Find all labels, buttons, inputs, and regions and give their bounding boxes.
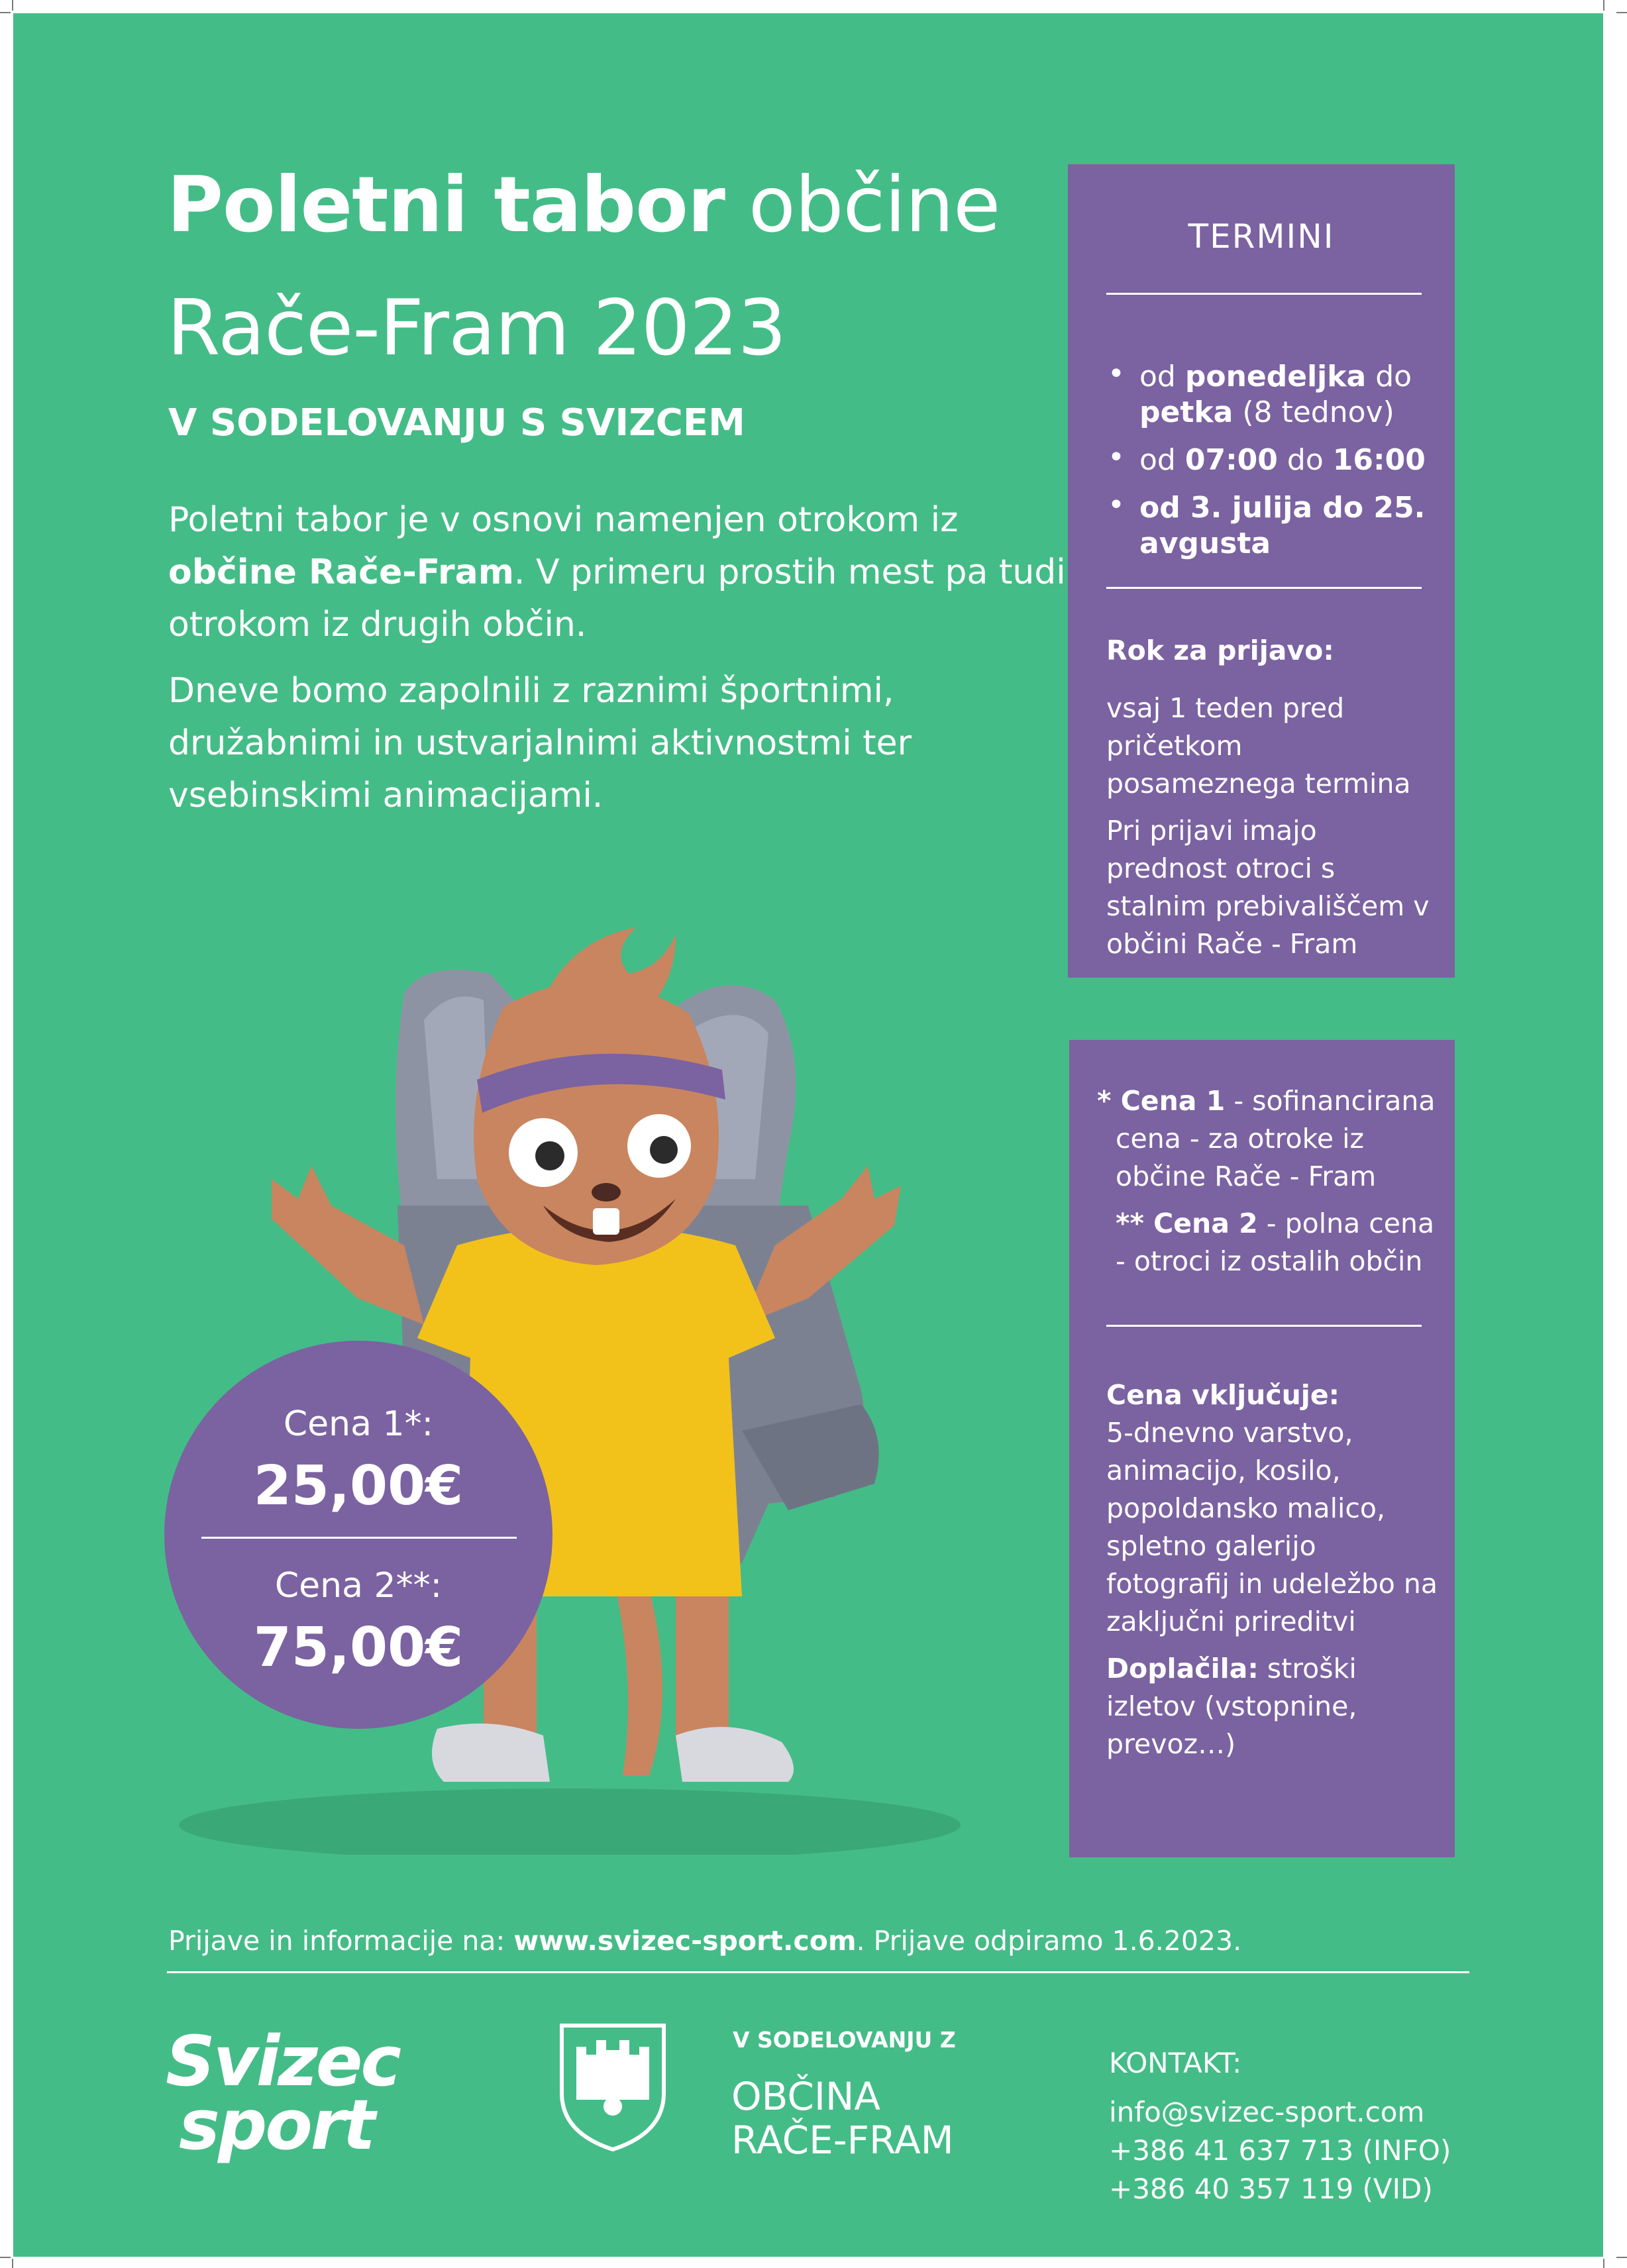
termini-heading: TERMINI [1188, 217, 1335, 256]
crop-mark [1603, 0, 1604, 11]
registration-info: Prijave in informacije na: www.svizec-sport.com. Prijave odpiramo 1.6.2023. [168, 1925, 1242, 1957]
crop-mark [1616, 2257, 1627, 2258]
subtitle: V SODELOVANJU S SVIZCEM [168, 401, 745, 444]
tail [616, 1590, 662, 1775]
price-info-panel [1069, 1040, 1455, 1857]
extra-costs-text: Doplačila: stroški izletov (vstopnine, prevoz…) [1106, 1653, 1357, 1760]
poster [13, 13, 1603, 2257]
termini-list [1106, 359, 1438, 574]
contact-heading: KONTAKT: [1109, 2047, 1242, 2079]
deadline-label: Rok za prijavo: [1106, 635, 1334, 666]
includes-text: Cena vključuje: 5-dnevno varstvo, animacijo, kosilo, popoldansko malico, spletno galerijo fotografij in udeležbo na zaključni prireditvi [1106, 1379, 1438, 1637]
title-rest: občine [748, 160, 1000, 250]
contact-block [1109, 2044, 1451, 2208]
list-item: • od 3. julija do 25. avgusta [1108, 488, 1426, 560]
includes-section [1106, 1376, 1438, 1773]
price-note-1: * Cena 1 - sofinancirana cena - za otroke iz občine Rače - Fram [1097, 1085, 1436, 1192]
divider [1106, 587, 1422, 589]
crop-mark [1603, 2259, 1604, 2268]
left-shoe [432, 1724, 550, 1782]
contact-email[interactable]: info@svizec-sport.com [1109, 2096, 1425, 2128]
coat-of-arms-icon [556, 2020, 669, 2153]
footer-divider [167, 1971, 1469, 1973]
crop-mark [12, 0, 13, 11]
hair-tuft [543, 927, 676, 1007]
divider [1106, 293, 1422, 295]
right-shoe [676, 1727, 794, 1782]
price-circle [164, 1341, 552, 1729]
teeth [593, 1208, 619, 1235]
website-link[interactable]: www.svizec-sport.com [513, 1925, 857, 1957]
intro-paragraph-1: Poletni tabor je v osnovi namenjen otrokom iz občine Rače-Fram. V primeru prostih mest pa tudi otrokom iz drugih občin. [168, 500, 1066, 644]
list-item: • od 07:00 do 16:00 [1108, 440, 1426, 477]
title-bold: Poletni tabor [167, 160, 725, 250]
title-line-2: Rače-Fram 2023 [167, 284, 786, 373]
price-2-value: 75,00€ [253, 1616, 464, 1679]
price-note-2: ** Cena 2 - polna cena - otroci iz ostalih občin [1116, 1208, 1435, 1277]
contact-phone-info[interactable]: +386 41 637 713 (INFO) [1109, 2134, 1451, 2167]
crop-mark [12, 2259, 13, 2268]
page-title [167, 160, 1000, 250]
divider [1106, 1325, 1422, 1327]
ground-shadow [179, 1788, 961, 1855]
right-leg [676, 1590, 729, 1742]
price-1-value: 25,00€ [253, 1455, 464, 1518]
crop-mark [0, 2257, 11, 2258]
priority-text: Pri prijavi imajo prednost otroci s stalnim prebivališčem v občini Rače - Fram [1106, 815, 1430, 960]
list-item: • od ponedeljka do petka (8 tednov) [1108, 357, 1412, 429]
termini-panel [1068, 164, 1455, 978]
price-notes [1097, 1082, 1448, 1290]
crop-mark [1616, 12, 1627, 13]
partner-name: OBČINA RAČE-FRAM [731, 2074, 954, 2163]
svizec-sport-logo: Svizec sport [166, 2021, 400, 2165]
crop-mark [0, 12, 11, 13]
contact-phone-vid[interactable]: +386 40 357 119 (VID) [1109, 2173, 1433, 2205]
price-1-label: Cena 1*: [283, 1404, 434, 1444]
divider [201, 1537, 517, 1539]
intro-paragraph-2: Dneve bomo zapolnili z raznimi športnimi, družabnimi in ustvarjalnimi aktivnostmi ter vsebinskimi animacijami. [168, 671, 912, 815]
price-2-label: Cena 2**: [274, 1566, 443, 1606]
intro-text [168, 494, 1082, 836]
deadline-text: vsaj 1 teden pred pričetkom posameznega termina [1106, 692, 1411, 799]
partner-heading: V SODELOVANJU Z [733, 2027, 956, 2053]
deadline-section [1106, 632, 1438, 972]
nose [592, 1183, 621, 1202]
